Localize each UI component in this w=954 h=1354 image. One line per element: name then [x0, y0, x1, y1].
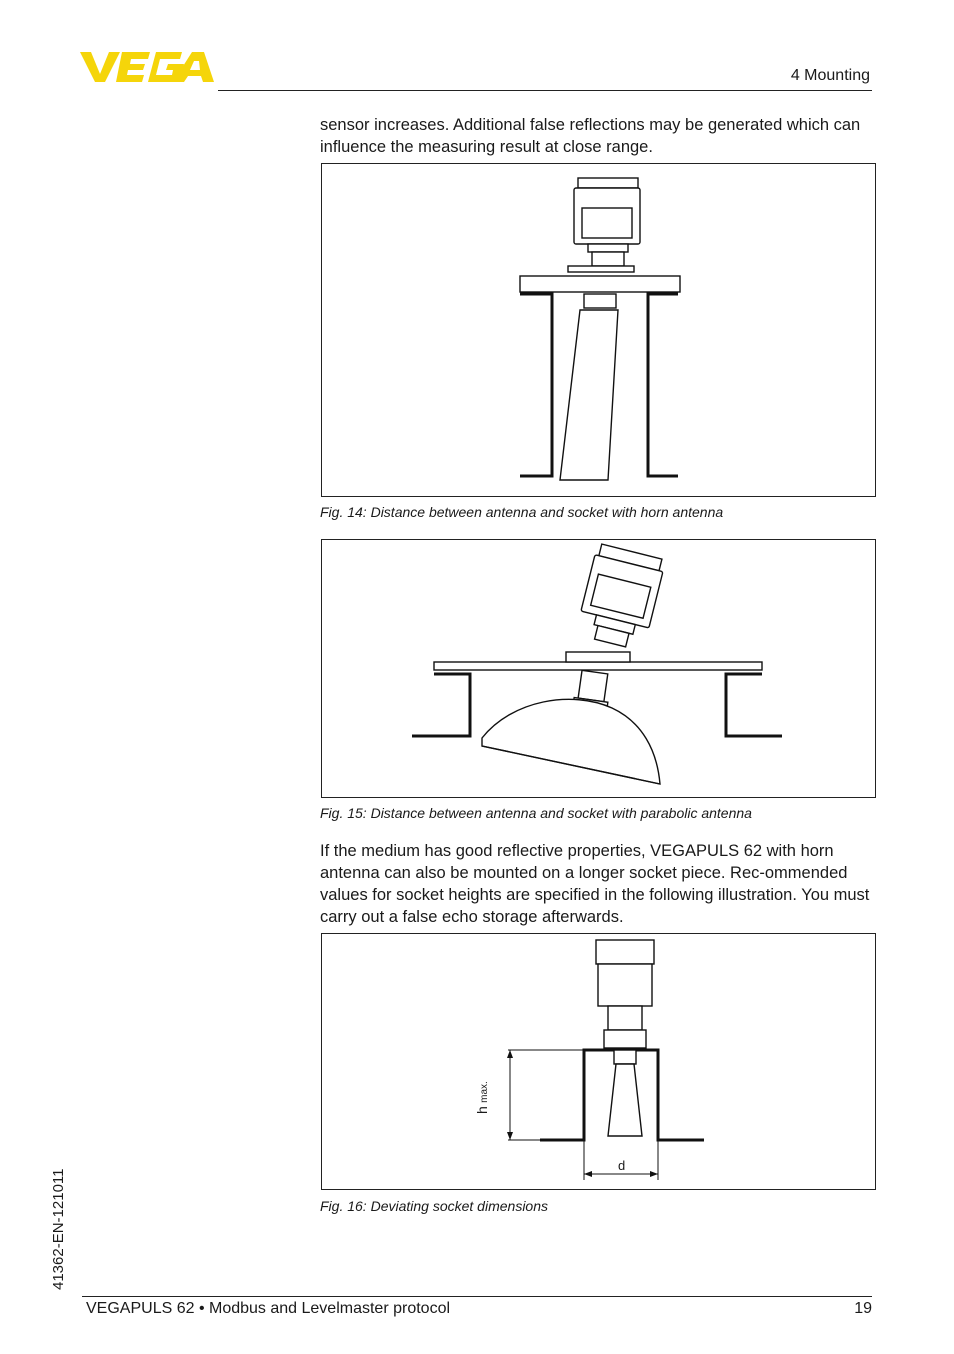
- figure-16-socket-dimensions: [321, 933, 876, 1190]
- dimension-d-label: d: [618, 1158, 626, 1173]
- figure-14-horn-antenna: [321, 163, 876, 497]
- vega-logo: [80, 50, 214, 84]
- header-rule: [218, 90, 872, 91]
- section-title: 4 Mounting: [790, 67, 870, 84]
- paragraph-intro: sensor increases. Additional false reflections may be generated which can influence the measuring result at close range.: [320, 116, 861, 156]
- figure-16-caption: Fig. 16: Deviating socket dimensions: [320, 1198, 548, 1214]
- footer-rule: [82, 1296, 872, 1297]
- paragraph-socket-heights: If the medium has good reflective properties, VEGAPULS 62 with horn antenna can also be mounted on a longer socket piece. Rec-ommended values for socket heights are specified in the following illustration. You must carry out a false echo storage afterwards.: [320, 842, 870, 926]
- document-code: 41362-EN-121011: [50, 1168, 67, 1290]
- figure-15-caption: Fig. 15: Distance between antenna and socket with parabolic antenna: [320, 805, 752, 821]
- footer-title: VEGAPULS 62 • Modbus and Levelmaster protocol: [86, 1300, 451, 1317]
- dimension-h-max-label: h max.: [474, 1081, 490, 1114]
- page-number: 19: [854, 1300, 872, 1317]
- figure-14-caption: Fig. 14: Distance between antenna and socket with horn antenna: [320, 504, 724, 520]
- figure-15-parabolic-antenna: [321, 539, 876, 798]
